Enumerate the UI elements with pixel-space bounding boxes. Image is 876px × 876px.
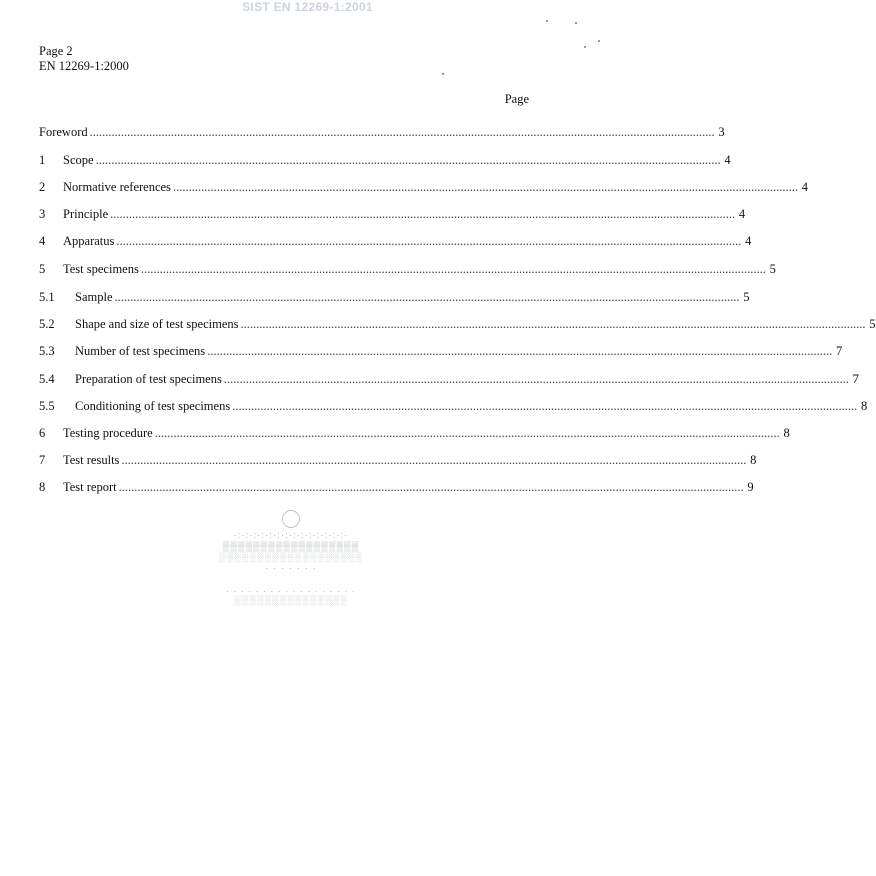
toc-entry-page: 5	[743, 290, 750, 304]
toc-leader-dots: ........................................................................................................................................................................................................	[121, 453, 747, 467]
toc-entry-page: 4	[724, 153, 731, 167]
toc-leader-dots: ........................................................................................................................................................................................................	[232, 399, 858, 413]
toc-entry-title: Foreword	[39, 125, 88, 139]
toc-entry-title: Testing procedure	[63, 426, 153, 440]
toc-entry	[39, 233, 752, 249]
toc-entry-title: Sample	[75, 290, 113, 304]
toc-entry-page: 7	[852, 372, 859, 386]
toc-entry-number: 5.2	[39, 317, 55, 331]
toc-entry-title: Conditioning of test specimens	[75, 399, 231, 413]
toc-leader-dots: ........................................................................................................................................................................................................	[140, 262, 766, 276]
toc-leader-dots: ........................................................................................................................................................................................................	[172, 180, 798, 194]
toc-entry-number: 7	[39, 453, 46, 467]
toc-entry-number: 2	[39, 180, 46, 194]
toc-entry-number: 5.5	[39, 399, 55, 413]
toc-entry-number: 4	[39, 234, 46, 248]
watermark: SIST EN 12269-1:2001	[242, 0, 373, 14]
toc-entry	[39, 152, 731, 168]
toc-entry-page: 4	[801, 180, 808, 194]
toc-entry-title: Apparatus	[63, 234, 115, 248]
toc-entry	[39, 425, 790, 441]
toc-entry-title: Test report	[63, 480, 117, 494]
toc-entry	[39, 289, 750, 305]
document-id: EN 12269-1:2000	[39, 59, 129, 73]
toc-entry-number: 5	[39, 262, 46, 276]
toc-entry-page: 7	[835, 344, 843, 358]
library-stamp: ·:·:·:·:·:·:·:·:·:·:·:·:·:·:· ▒▒▒▒▒▒▒▒▒▒▒▒▒▒▒▒▒▒ ░░░░░░░░░░░░░░░░░░░ · · · · · · · . . . . . . . . . . . . . . . . . . ░░░░░░░░░░░░░░░	[196, 510, 386, 610]
stamp-crest-icon	[282, 510, 300, 528]
toc-entry-number: 8	[39, 480, 46, 494]
toc-leader-dots: ........................................................................................................................................................................................................	[154, 426, 780, 440]
toc-entry-page: 4	[738, 207, 746, 221]
toc-entry-title: Scope	[63, 153, 94, 167]
toc-entry-page: 8	[750, 453, 757, 467]
toc-entry	[39, 398, 868, 414]
toc-entry	[39, 261, 776, 277]
toc-leader-dots: ........................................................................................................................................................................................................	[207, 344, 833, 358]
toc-entry	[39, 452, 757, 468]
toc-entry	[39, 343, 843, 359]
toc-leader-dots: ........................................................................................................................................................................................................	[223, 372, 849, 386]
toc-entry-number: 6	[39, 426, 46, 440]
toc-entry	[39, 124, 725, 140]
toc-entry-number: 3	[39, 207, 46, 221]
toc-entry-number: 5.1	[39, 290, 55, 304]
toc-entry-page: 8	[783, 426, 790, 440]
toc-leader-dots: ........................................................................................................................................................................................................	[110, 207, 736, 221]
toc-entry	[39, 179, 808, 195]
toc-entry-number: 5.3	[39, 344, 55, 358]
toc-entry-title: Normative references	[63, 180, 171, 194]
toc-entry-page: 3	[718, 125, 725, 139]
toc-entry-title: Principle	[63, 207, 109, 221]
toc-leader-dots: ........................................................................................................................................................................................................	[95, 153, 721, 167]
toc-leader-dots: ........................................................................................................................................................................................................	[240, 317, 866, 331]
page-column-label: Page	[504, 92, 529, 106]
toc-leader-dots: ........................................................................................................................................................................................................	[116, 234, 742, 248]
toc-entry-title: Shape and size of test specimens	[75, 317, 239, 331]
page-header	[39, 44, 129, 74]
toc-entry-title: Test results	[63, 453, 120, 467]
toc-entry-page: 4	[745, 234, 752, 248]
toc-entry	[39, 479, 754, 495]
toc-entry-page: 8	[860, 399, 868, 413]
toc-leader-dots: ........................................................................................................................................................................................................	[89, 125, 715, 139]
toc-entry	[39, 371, 859, 387]
toc-leader-dots: ........................................................................................................................................................................................................	[118, 480, 744, 494]
toc-entry-page: 5	[869, 317, 876, 331]
toc-entry	[39, 316, 876, 332]
toc-leader-dots: ........................................................................................................................................................................................................	[114, 290, 740, 304]
toc-entry-page: 9	[747, 480, 754, 494]
toc-entry-title: Preparation of test specimens	[75, 372, 222, 386]
toc-entry-page: 5	[769, 262, 776, 276]
toc-entry-number: 1	[39, 153, 46, 167]
toc-entry-title: Test specimens	[63, 262, 139, 276]
page-number: Page 2	[39, 44, 73, 58]
toc-entry-title: Number of test specimens	[75, 344, 206, 358]
toc-entry	[39, 206, 746, 222]
toc-entry-number: 5.4	[39, 372, 55, 386]
